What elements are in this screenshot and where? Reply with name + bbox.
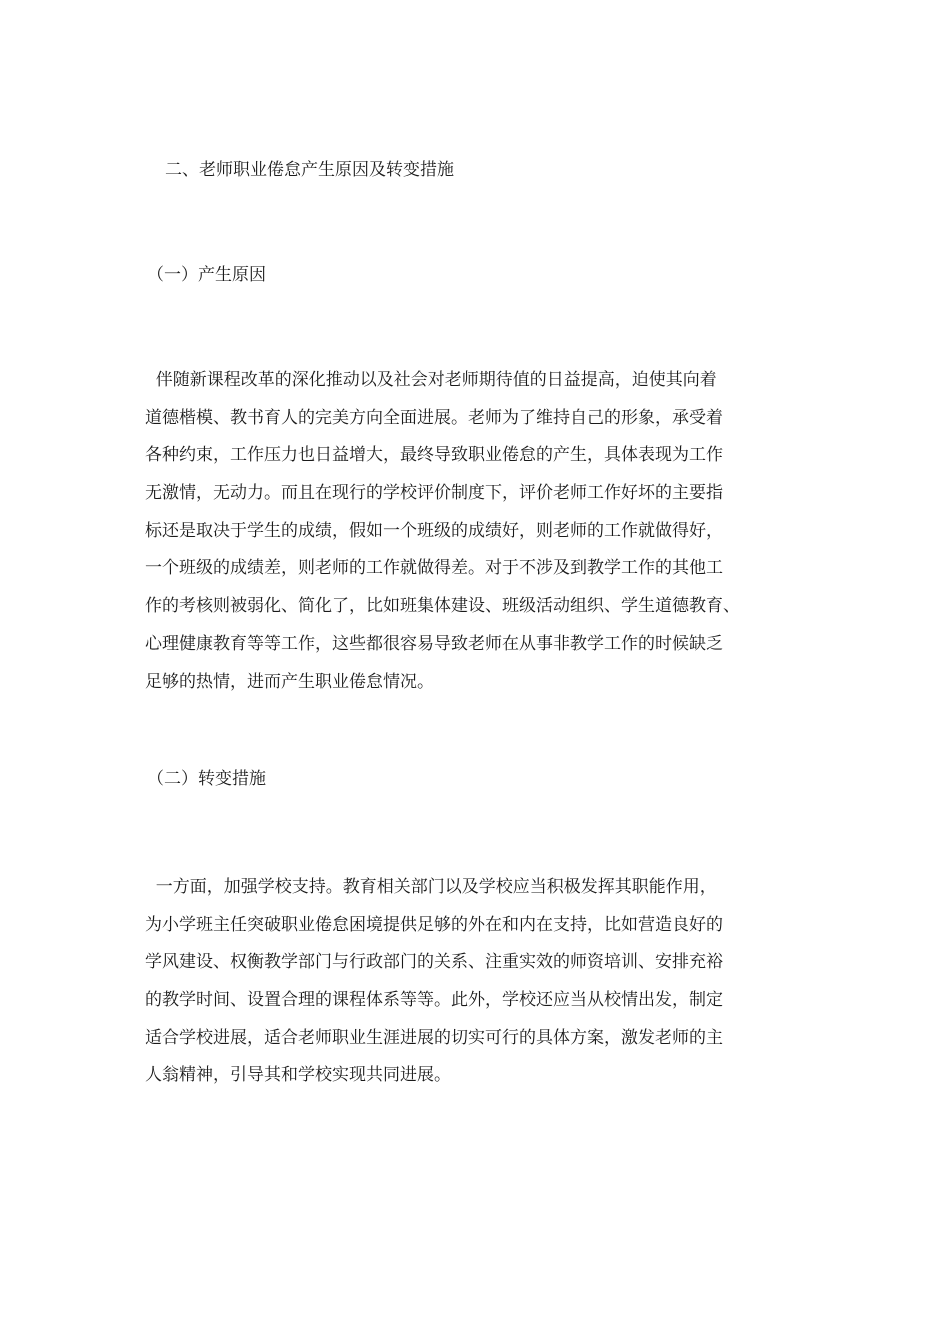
section-title: 二、老师职业倦怠产生原因及转变措施	[165, 160, 454, 180]
paragraph-line: 无激情，无动力。而且在现行的学校评价制度下，评价老师工作好坏的主要指	[145, 483, 723, 504]
paragraph-line: 道德楷模、教书育人的完美方向全面进展。老师为了维持自己的形象，承受着	[145, 407, 723, 428]
paragraph-line: 的教学时间、设置合理的课程体系等等。此外，学校还应当从校情出发，制定	[145, 990, 723, 1011]
paragraph-line: 伴随新课程改革的深化推动以及社会对老师期待值的日益提高，迫使其向着	[145, 370, 717, 390]
paragraph-line: 各种约束，工作压力也日益增大，最终导致职业倦怠的产生，具体表现为工作	[145, 445, 723, 466]
paragraph-line: 适合学校进展，适合老师职业生涯进展的切实可行的具体方案，激发老师的主	[145, 1027, 723, 1048]
paragraph-line: 作的考核则被弱化、简化了，比如班集体建设、班级活动组织、学生道德教育、	[145, 596, 740, 617]
paragraph-line: 一方面，加强学校支持。教育相关部门以及学校应当积极发挥其职能作用，	[145, 877, 717, 897]
paragraph-line: 人翁精神，引导其和学校实现共同进展。	[145, 1065, 451, 1086]
paragraph-measures	[145, 869, 805, 1095]
paragraph-causes	[145, 362, 805, 701]
paragraph-line: 标还是取决于学生的成绩，假如一个班级的成绩好，则老师的工作就做得好，	[145, 520, 723, 541]
subsection-title-causes: （一）产生原因	[147, 265, 266, 285]
paragraph-line: 足够的热情，进而产生职业倦怠情况。	[145, 671, 434, 692]
paragraph-line: 学风建设、权衡教学部门与行政部门的关系、注重实效的师资培训、安排充裕	[145, 952, 723, 973]
subsection-title-measures: （二）转变措施	[147, 769, 266, 789]
paragraph-line: 为小学班主任突破职业倦怠困境提供足够的外在和内在支持，比如营造良好的	[145, 914, 723, 935]
paragraph-line: 一个班级的成绩差，则老师的工作就做得差。对于不涉及到教学工作的其他工	[145, 558, 723, 579]
paragraph-line: 心理健康教育等等工作，这些都很容易导致老师在从事非教学工作的时候缺乏	[145, 633, 723, 654]
